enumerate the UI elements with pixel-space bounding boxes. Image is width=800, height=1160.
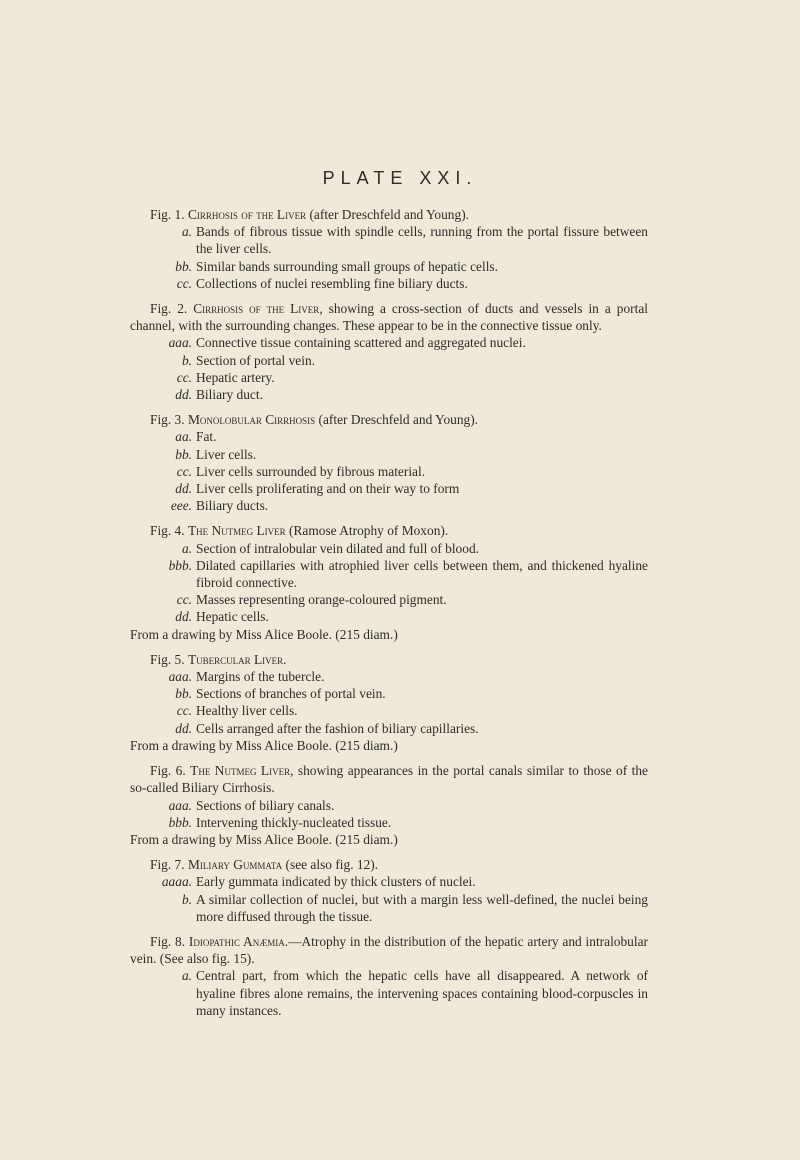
legend-item: [130, 873, 648, 890]
figure-description: (after Dreschfeld and Young).: [306, 207, 469, 222]
figure-caption: The Nutmeg Liver: [190, 763, 291, 779]
figure-description: , showing a cross-section of ducts and vessels in a portal channel, with the surrounding changes. These appear to be in the connective tissue only.: [130, 301, 649, 334]
figure-number: Fig. 4.: [150, 523, 188, 539]
item-text: Bands of fibrous tissue with spindle cells, running from the portal fissure between the liver cells.: [196, 224, 648, 257]
item-text: Margins of the tubercle.: [196, 669, 325, 685]
legend-item: [130, 685, 648, 702]
item-text: Dilated capillaries with atrophied liver cells between them, and thickened hyaline fibroid connective.: [196, 557, 648, 591]
item-text: Liver cells proliferating and on their way to form: [196, 481, 460, 497]
figure-description: (see also fig. 12).: [282, 857, 379, 873]
item-text: Biliary ducts.: [196, 498, 269, 514]
figure-caption: The Nutmeg Liver: [187, 523, 286, 539]
item-label: dd.: [175, 720, 192, 736]
item-label: bb.: [175, 686, 192, 702]
figure-number: Fig. 3.: [150, 412, 188, 428]
legend-item: [130, 223, 648, 257]
item-label: cc.: [176, 592, 192, 608]
item-text: Collections of nuclei resembling fine biliary ducts.: [196, 275, 468, 291]
item-label: bb.: [175, 258, 192, 274]
figure-6: [130, 762, 648, 848]
legend-item: [130, 463, 648, 480]
figure-heading: [130, 522, 648, 539]
legend-item: [130, 608, 648, 625]
figure-heading: [130, 300, 648, 334]
figure-description: , showing appearances in the portal canals similar to those of the so-called Biliary Cirrhosis.: [130, 763, 649, 796]
figure-heading: [130, 933, 648, 967]
item-text: Section of portal vein.: [196, 352, 315, 368]
figure-number: Fig. 7.: [150, 857, 188, 873]
figure-caption: Cirrhosis of the Liver: [187, 207, 307, 222]
figure-number: Fig. 2.: [150, 301, 194, 317]
legend-item: [130, 386, 648, 403]
item-text: Liver cells.: [196, 446, 257, 462]
item-text: Section of intralobular vein dilated and full of blood.: [196, 540, 479, 556]
figure-caption: Idiopathic Anæmia.: [188, 933, 289, 949]
item-label: bbb.: [168, 814, 192, 830]
figure-heading: [130, 651, 648, 668]
item-label: aa.: [175, 429, 192, 445]
figure-3: [130, 411, 648, 514]
legend-item: [130, 480, 648, 497]
figure-description: (Ramose Atrophy of Moxon).: [285, 523, 449, 539]
legend-item: [130, 352, 648, 369]
drawing-credit: From a drawing by Miss Alice Boole. (215 diam.): [130, 737, 398, 753]
legend-item: [130, 258, 648, 275]
figure-heading: [130, 762, 648, 796]
figure-caption: Cirrhosis of the Liver: [193, 301, 320, 317]
item-label: aaaa.: [161, 874, 192, 890]
item-label: cc.: [176, 369, 192, 385]
figure-4: [130, 522, 648, 642]
legend-item: [130, 967, 648, 1019]
legend-item: [130, 334, 648, 351]
legend-item: [130, 702, 648, 719]
plate-title: PLATE XXI.: [322, 168, 478, 188]
legend-item: [130, 275, 648, 292]
item-label: dd.: [175, 609, 192, 625]
item-text: Sections of branches of portal vein.: [196, 686, 386, 702]
legend-item: [130, 814, 648, 831]
figure-heading: [130, 411, 648, 428]
item-text: Healthy liver cells.: [196, 703, 298, 719]
item-text: A similar collection of nuclei, but with a margin less well-defined, the nuclei being more diffused through the tissue.: [196, 891, 648, 924]
legend-item: [130, 557, 648, 591]
item-label: b.: [181, 891, 192, 907]
item-label: eee.: [170, 498, 192, 514]
item-label: cc.: [176, 275, 192, 291]
item-text: Hepatic artery.: [196, 369, 275, 385]
item-text: Hepatic cells.: [196, 609, 269, 625]
item-label: a.: [181, 540, 192, 556]
item-label: b.: [181, 352, 192, 368]
figure-caption: Monolobular Cirrhosis: [187, 412, 316, 428]
legend-item: [130, 446, 648, 463]
drawing-credit: From a drawing by Miss Alice Boole. (215 diam.): [130, 831, 398, 847]
drawing-credit: From a drawing by Miss Alice Boole. (215 diam.): [130, 626, 398, 642]
item-text: Liver cells surrounded by fibrous material.: [196, 463, 426, 479]
item-label: a.: [181, 968, 192, 984]
legend-item: [130, 497, 648, 514]
figure-7: [130, 856, 648, 925]
legend-item: [130, 540, 648, 557]
item-label: aaa.: [168, 797, 192, 813]
item-label: bbb.: [168, 557, 192, 573]
legend-item: [130, 668, 648, 685]
item-text: Intervening thickly-nucleated tissue.: [196, 814, 392, 830]
figure-description: (after Dreschfeld and Young).: [315, 412, 479, 428]
item-label: dd.: [175, 481, 192, 497]
figure-legend: [130, 206, 648, 1027]
item-text: Biliary duct.: [196, 387, 263, 403]
item-label: dd.: [175, 387, 192, 403]
figure-number: Fig. 8.: [150, 933, 189, 949]
item-text: Masses representing orange-coloured pigment.: [196, 592, 447, 608]
item-label: a.: [181, 224, 192, 240]
figure-heading: [130, 856, 648, 873]
item-text: Connective tissue containing scattered and aggregated nuclei.: [196, 335, 526, 351]
legend-item: [130, 428, 648, 445]
figure-1: [130, 206, 648, 292]
item-label: aaa.: [168, 335, 192, 351]
figure-caption: Miliary Gummata: [187, 857, 283, 873]
item-text: Sections of biliary canals.: [196, 797, 335, 813]
item-label: cc.: [176, 463, 192, 479]
figure-number: Fig. 1.: [150, 207, 188, 222]
figure-8: [130, 933, 648, 1019]
figure-caption: Tubercular Liver.: [187, 651, 287, 667]
item-text: Early gummata indicated by thick clusters of nuclei.: [196, 874, 476, 890]
item-text: Fat.: [196, 429, 217, 445]
figure-2: [130, 300, 648, 403]
item-label: aaa.: [168, 669, 192, 685]
figure-heading: [130, 206, 648, 223]
legend-item: [130, 891, 648, 925]
figure-number: Fig. 6.: [150, 763, 191, 779]
figure-number: Fig. 5.: [150, 651, 188, 667]
legend-item: [130, 720, 648, 737]
item-text: Similar bands surrounding small groups of hepatic cells.: [196, 258, 498, 274]
item-label: cc.: [176, 703, 192, 719]
item-label: bb.: [175, 446, 192, 462]
item-text: Cells arranged after the fashion of biliary capillaries.: [196, 720, 479, 736]
figure-5: [130, 651, 648, 754]
figure-description: —Atrophy in the distribution of the hepatic artery and intralobular vein. (See also fig. 15).: [130, 933, 649, 967]
item-text: Central part, from which the hepatic cells have all disappeared. A network of hyaline fibres alone remains, the intervening spaces containing blood-corpuscles in many instances.: [196, 968, 648, 1018]
legend-item: [130, 369, 648, 386]
legend-item: [130, 591, 648, 608]
legend-item: [130, 797, 648, 814]
